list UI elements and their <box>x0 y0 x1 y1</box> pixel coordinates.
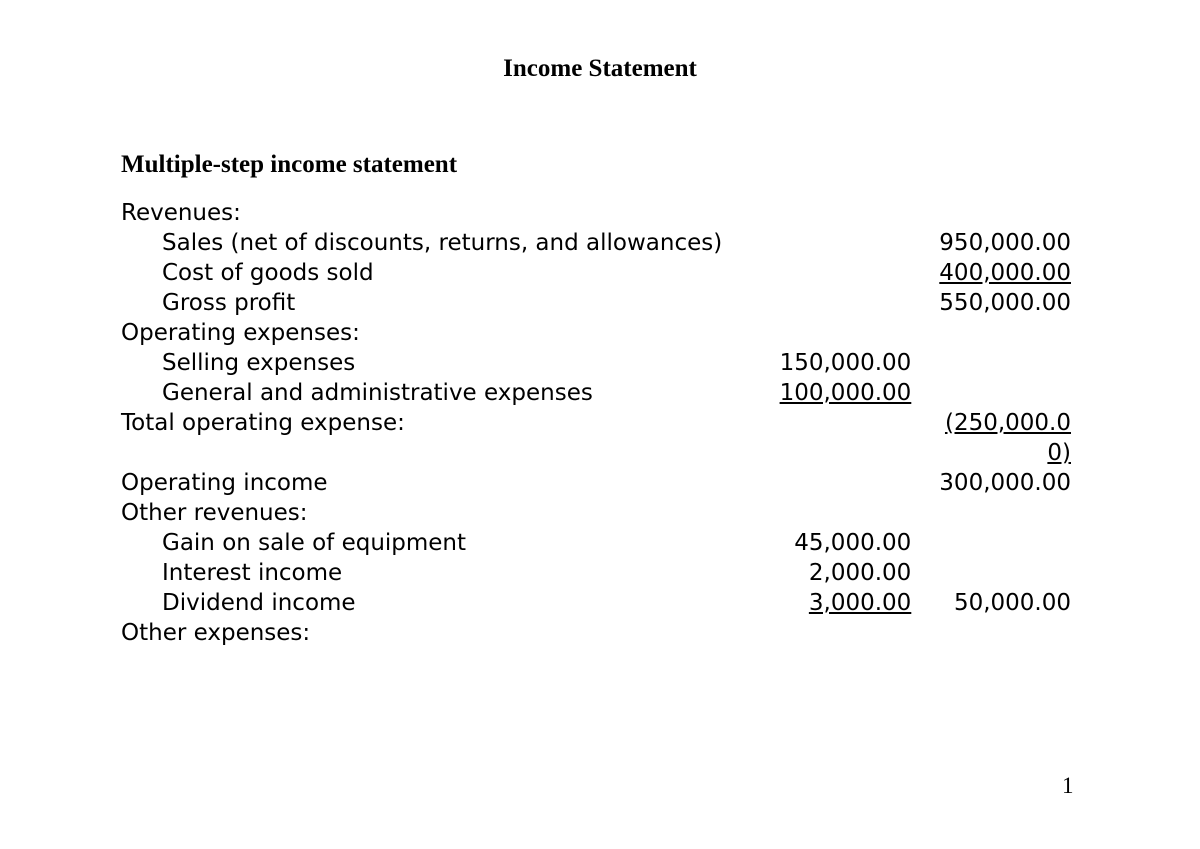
row-label: General and administrative expenses <box>162 380 593 406</box>
row-label: Operating income <box>121 470 328 496</box>
table-row <box>121 288 1071 318</box>
row-label: Operating expenses: <box>121 320 360 346</box>
row-label: Selling expenses <box>162 350 356 376</box>
income-statement-table <box>121 198 1071 648</box>
total-value: 300,000.00 <box>939 470 1071 496</box>
table-row <box>121 228 1071 258</box>
row-label: Gain on sale of equipment <box>162 530 467 556</box>
row-label: Dividend income <box>162 590 356 616</box>
row-label: Revenues: <box>121 200 241 226</box>
row-label: Total operating expense: <box>121 410 405 436</box>
row-label: Other revenues: <box>121 500 308 526</box>
row-label: Cost of goods sold <box>162 260 374 286</box>
table-row <box>121 498 1071 528</box>
row-label: Sales (net of discounts, returns, and allowances) <box>162 230 723 256</box>
table-row <box>121 408 1071 468</box>
table-row <box>121 618 1071 648</box>
table-row <box>121 198 1071 228</box>
total-value: 550,000.00 <box>939 290 1071 316</box>
table-row <box>121 348 1071 378</box>
table-row <box>121 318 1071 348</box>
sub-value: 45,000.00 <box>794 530 912 556</box>
sub-value: 100,000.00 <box>779 380 912 406</box>
row-label: Interest income <box>162 560 343 586</box>
table-row <box>121 468 1071 498</box>
document-title: Income Statement <box>503 55 697 82</box>
table-row <box>121 558 1071 588</box>
total-value: 50,000.00 <box>953 590 1071 616</box>
table-row <box>121 588 1071 618</box>
sub-value: 150,000.00 <box>779 350 912 376</box>
sub-value: 2,000.00 <box>808 560 912 586</box>
row-label: Other expenses: <box>121 620 311 646</box>
table-row <box>121 258 1071 288</box>
total-value: 950,000.00 <box>939 230 1071 256</box>
table-row <box>121 378 1071 408</box>
row-label: Gross profit <box>162 290 296 316</box>
page-number: 1 <box>1062 773 1074 798</box>
total-value: 400,000.00 <box>939 260 1071 286</box>
table-row <box>121 528 1071 558</box>
total-value: (250,000.00) <box>944 410 1071 466</box>
sub-value: 3,000.00 <box>808 590 912 616</box>
section-title: Multiple-step income statement <box>121 151 458 178</box>
